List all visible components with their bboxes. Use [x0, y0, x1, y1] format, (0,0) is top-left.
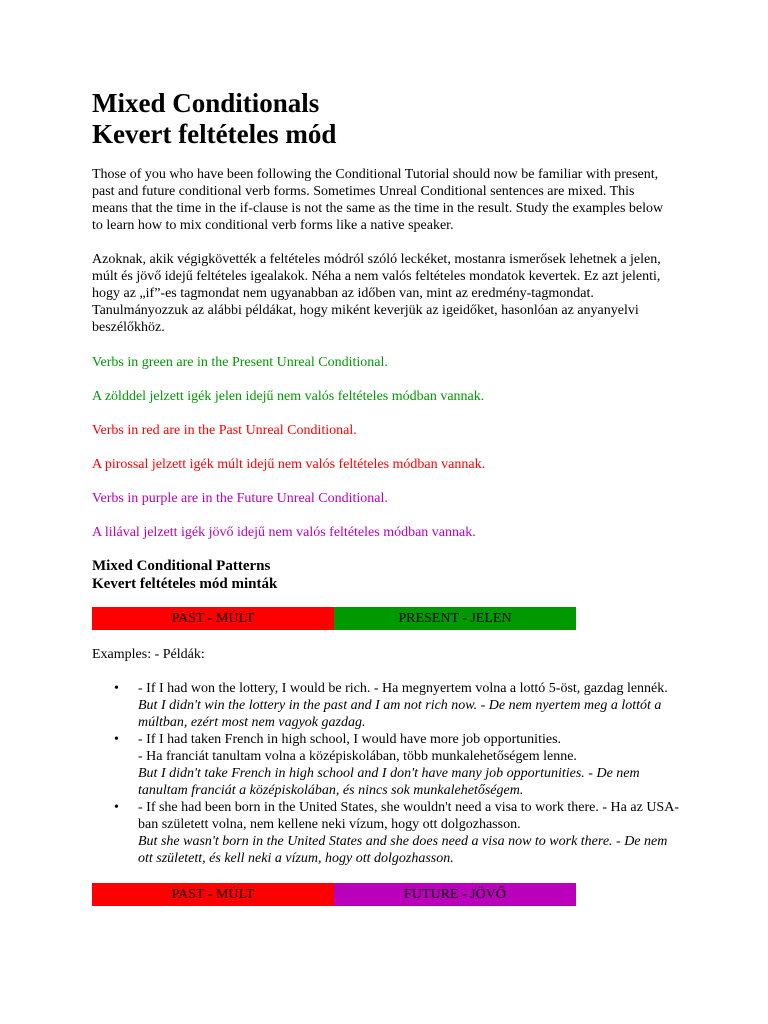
example-sentence: - If I had won the lottery, I would be rich. - Ha megnyertem volna a lottó 5-öst, gazdag lennék.	[138, 681, 668, 696]
title-line-english: Mixed Conditionals	[92, 88, 320, 118]
example-explanation: But she wasn't born in the United States and she does need a visa now to work there. - De nem ott született, és kell neki a vízum, hogy ott dolgozhasson.	[138, 834, 668, 866]
example-sentence: - If she had been born in the United States, she wouldn't need a visa to work there. - Ha az USA-ban született volna, nem kellene neki vízum, hogy ott dolgozhasson.	[138, 800, 679, 832]
list-item	[92, 799, 682, 867]
legend-green-english: Verbs in green are in the Present Unreal Conditional.	[92, 355, 388, 370]
list-item	[92, 731, 682, 799]
example-explanation: But I didn't win the lottery in the past and I am not rich now. - De nem nyertem meg a lottót a múltban, ezért most nem vagyok gazdag.	[138, 698, 662, 730]
patterns-heading	[92, 557, 592, 593]
examples-list	[92, 680, 682, 867]
intro-hungarian: Azoknak, akik végigkövették a feltételes módról szóló leckéket, mostanra ismerősek lehetnek a jelen, múlt és jövő idejű feltételes igealakok. Néha a nem valós feltételes mondatok kevertek. Ez azt jelenti, hogy az „if”-es tagmondat nem ugyanabban az időben van, mint az eredmény-tagmondat. Tanulmányozzuk az alábbi példákat, hogy miként keverjük az igeidőket, hasonlóan az anyanyelvi beszélőkhöz.	[92, 252, 661, 335]
legend-red-english: Verbs in red are in the Past Unreal Conditional.	[92, 423, 357, 438]
band-cell-past: PAST - MÚLT	[92, 883, 334, 906]
example-explanation: But I didn't take French in high school and I don't have many job opportunities. - De nem tanultam franciát a középiskolában, és nincs sok munkalehetőségem.	[138, 766, 640, 798]
title-line-hungarian: Kevert feltételes mód	[92, 119, 337, 149]
band-cell-future: FUTURE - JÖVŐ	[334, 883, 576, 906]
bullet-icon: •	[114, 681, 119, 696]
legend-green-hungarian: A zölddel jelzett igék jelen idejű nem valós feltételes módban vannak.	[92, 389, 485, 404]
legend-purple-hungarian: A lilával jelzett igék jövő idejű nem valós feltételes módban vannak.	[92, 525, 476, 540]
intro-english: Those of you who have been following the Conditional Tutorial should now be familiar with present, past and future conditional verb forms. Sometimes Unreal Conditional sentences are mixed. This means that the time in the if-clause is not the same as the time in the result. Study the examples below to learn how to mix conditional verb forms like a native speaker.	[92, 167, 664, 233]
band-cell-present: PRESENT - JELEN	[334, 607, 576, 630]
example-translation: - Ha franciát tanultam volna a középiskolában, több munkalehetőségem lenne.	[138, 749, 577, 764]
examples-label: Examples: - Példák:	[92, 647, 205, 662]
pattern-band-past-present	[92, 607, 576, 630]
bullet-icon: •	[114, 732, 119, 747]
list-item	[92, 680, 682, 731]
patterns-heading-english: Mixed Conditional Patterns	[92, 558, 271, 574]
legend-red-hungarian: A pirossal jelzett igék múlt idejű nem valós feltételes módban vannak.	[92, 457, 486, 472]
page-title	[92, 88, 592, 150]
pattern-band-past-future	[92, 883, 576, 906]
example-sentence: - If I had taken French in high school, I would have more job opportunities.	[138, 732, 562, 747]
bullet-icon: •	[114, 800, 119, 815]
band-cell-past: PAST - MÚLT	[92, 607, 334, 630]
patterns-heading-hungarian: Kevert feltételes mód minták	[92, 576, 278, 592]
legend-purple-english: Verbs in purple are in the Future Unreal Conditional.	[92, 491, 388, 506]
